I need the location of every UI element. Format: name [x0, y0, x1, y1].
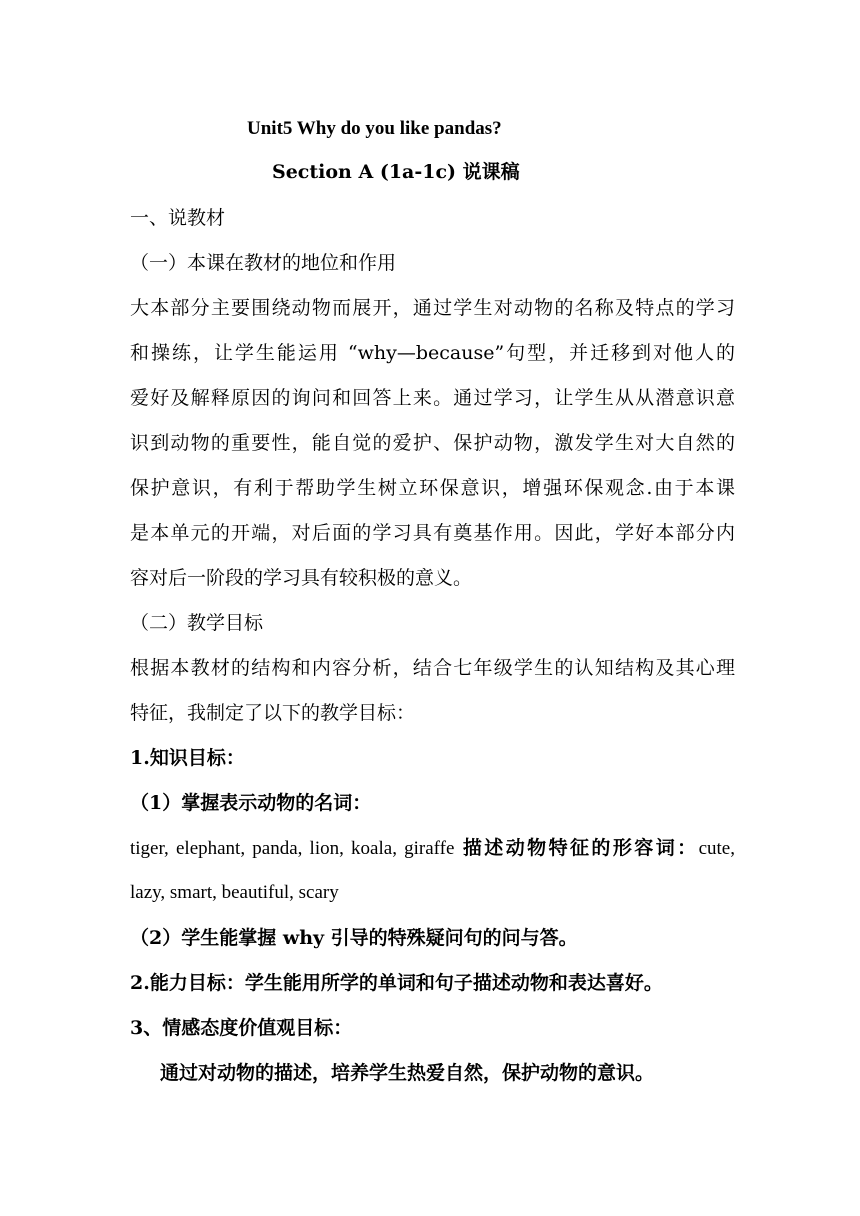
- subheading-teaching-goals: （二）教学目标: [130, 612, 264, 634]
- para1-line: 容对后一阶段的学习具有较积极的意义。: [130, 567, 473, 589]
- goal1-item1-text: （1）掌握表示动物的名词：: [130, 792, 372, 814]
- document-title: Unit5 Why do you like pandas?: [247, 118, 502, 139]
- goal1-heading-text: 1.知识目标：: [130, 747, 245, 769]
- vocab-adjective-first: cute,: [698, 838, 735, 859]
- goal3-heading-text: 3、情感态度价值观目标：: [130, 1017, 353, 1039]
- para1-line: 是本单元的开端，对后面的学习具有奠基作用。因此，学好本部分内: [130, 522, 735, 544]
- vocab-line-2: lazy, smart, beautiful, scary: [130, 882, 339, 903]
- para1-line: 爱好及解释原因的询问和回答上来。通过学习，让学生从从潜意识意: [130, 387, 735, 409]
- para1-line: 和操练，让学生能运用 “why—because”句型，并迁移到对他人的: [130, 342, 735, 364]
- goal1-heading: [130, 746, 735, 770]
- para2-line: 根据本教材的结构和内容分析，结合七年级学生的认知结构及其心理: [130, 657, 735, 679]
- para2-line: 特征，我制定了以下的教学目标：: [130, 702, 416, 724]
- goal3-body: 通过对动物的描述，培养学生热爱自然，保护动物的意识。: [160, 1062, 655, 1084]
- section-heading-teaching-material: 一、说教材: [130, 207, 226, 229]
- document-subtitle: Section A (1a-1c) 说课稿: [272, 161, 520, 183]
- para1-line: 保护意识，有利于帮助学生树立环保意识，增强环保观念.由于本课: [130, 477, 735, 499]
- vocab-nouns: tiger, elephant, panda, lion, koala, giraffe: [130, 838, 455, 859]
- vocab-adjectives-label: 描述动物特征的形容词：: [462, 837, 699, 859]
- para1-line: 大本部分主要围绕动物而展开，通过学生对动物的名称及特点的学习: [130, 297, 735, 319]
- vocab-line-1: [130, 836, 735, 861]
- goal1-item1: [130, 791, 735, 815]
- goal2-ability: [130, 971, 735, 995]
- goal3-heading: [130, 1016, 735, 1040]
- para1-line: 识到动物的重要性，能自觉的爱护、保护动物，激发学生对大自然的: [130, 432, 735, 454]
- goal1-item2-text: （2）学生能掌握 why 引导的特殊疑问句的问与答。: [130, 927, 578, 949]
- goal3-text: [160, 1061, 740, 1085]
- goal1-item2: [130, 926, 735, 950]
- goal2-text: 2.能力目标：学生能用所学的单词和句子描述动物和表达喜好。: [130, 972, 663, 994]
- subheading-position-role: （一）本课在教材的地位和作用: [130, 252, 397, 274]
